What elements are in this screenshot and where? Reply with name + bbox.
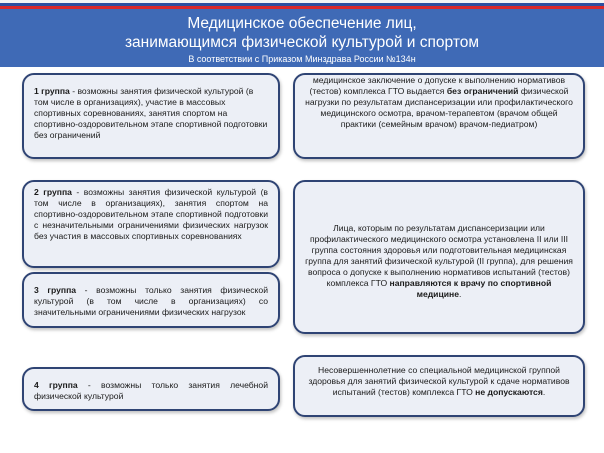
group-1-box bbox=[22, 73, 280, 159]
group-1-text: - возможны занятия физической культурой (в том числе в организациях), участие в массовых спортивных соревнованиях, занятия спортом на спортивно-оздоровительном этапе спортивной подготовки без ограничений bbox=[34, 86, 268, 140]
group-3-description bbox=[34, 279, 268, 318]
sports-medicine-referral-text-after: . bbox=[459, 289, 462, 299]
group-3-box bbox=[22, 272, 280, 328]
sports-medicine-referral-text bbox=[305, 223, 573, 300]
slide-title-line-2: занимающимся физической культурой и спортом bbox=[124, 34, 480, 51]
gto-no-restrictions-text-after: физической нагрузки по результатам диспансеризации или профилактического медицинского осмотра, врачом-терапевтом (врачом общей практики (семейным врачом) врачом-педиатром) bbox=[305, 86, 573, 129]
group-2-box bbox=[22, 180, 280, 268]
group-1-label: 1 группа bbox=[34, 86, 70, 96]
minors-not-admitted-text-before: Несовершеннолетние со специальной медицинской группой здоровья для занятий физической культурой к сдаче нормативов испытаний (тестов) комплекса ГТО bbox=[308, 365, 570, 397]
slide-title-line-1: Медицинское обеспечение лиц, bbox=[187, 15, 417, 32]
group-4-label: 4 группа bbox=[34, 380, 78, 390]
group-2-description bbox=[34, 187, 268, 242]
group-4-description bbox=[34, 374, 268, 402]
sports-medicine-referral-bold: направляются к врачу по спортивной медицине bbox=[389, 278, 552, 299]
sports-medicine-referral-box bbox=[293, 180, 585, 334]
group-2-text: - возможны занятия физической культурой (в том числе в организациях), занятия спортом на спортивно-оздоровительном этапе спортивной подготовки с незначительными ограничениями физических нагрузок без участия в массовых спортивных соревнованиях bbox=[34, 187, 268, 241]
minors-not-admitted-box bbox=[293, 355, 585, 417]
group-4-box bbox=[22, 367, 280, 411]
sports-medicine-referral-text-before: Лица, которым по результатам диспансеризации или профилактического медицинского осмотра установлена II или III группа состояния здоровья или подготовительная медицинская группа для занятий физической культурой (II группа), для решения вопроса о допуске к выполнению нормативов испытаний (тестов) комплекса ГТО bbox=[305, 223, 573, 288]
gto-no-restrictions-box bbox=[293, 73, 585, 159]
gto-no-restrictions-text-before: медицинское заключение о допуске к выполнению нормативов (тестов) комплекса ГТО выдается bbox=[309, 75, 566, 96]
group-4-text: - возможны только занятия лечебной физической культурой bbox=[34, 380, 269, 401]
group-2-label: 2 группа bbox=[34, 187, 72, 197]
group-3-text: - возможны только занятия физической культурой (в том числе в организациях) со значительными ограничениями физических нагрузок bbox=[34, 285, 268, 317]
minors-not-admitted-text bbox=[305, 365, 573, 398]
slide-header bbox=[0, 9, 604, 67]
slide-subtitle: В соответствии с Приказом Минздрава России №134н bbox=[188, 54, 416, 64]
gto-no-restrictions-text bbox=[305, 75, 573, 130]
group-1-description bbox=[34, 80, 268, 141]
group-3-label: 3 группа bbox=[34, 285, 77, 295]
minors-not-admitted-text-after: . bbox=[542, 387, 546, 397]
minors-not-admitted-bold: не допускаются bbox=[475, 387, 543, 397]
gto-no-restrictions-bold: без ограничений bbox=[446, 86, 519, 96]
